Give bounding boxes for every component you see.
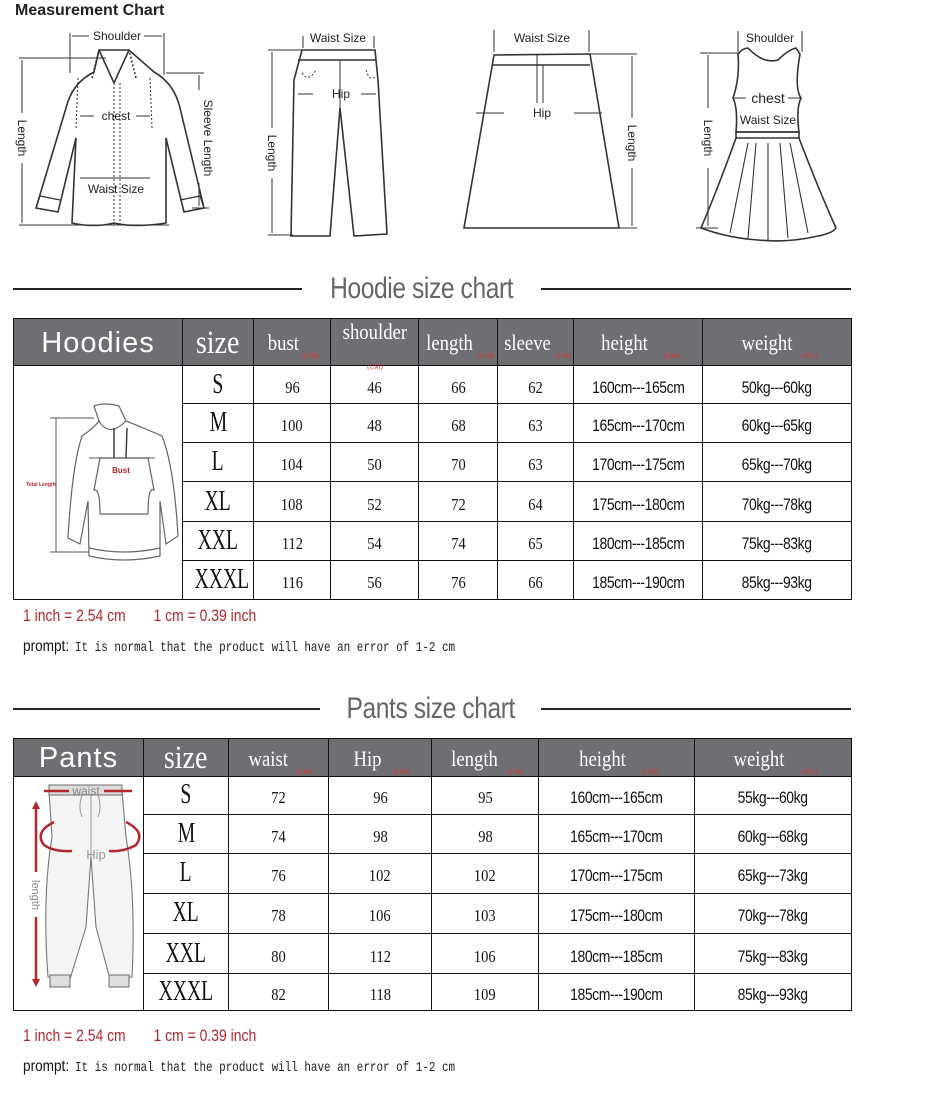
waist-label: waist xyxy=(72,784,100,798)
length-cell: 109 xyxy=(432,974,539,1011)
chest-label: chest xyxy=(101,109,131,123)
length-cell: 106 xyxy=(432,934,539,974)
hoodie-illustration xyxy=(14,366,183,600)
table-row xyxy=(14,366,852,404)
height-cell: 180cm---185cm xyxy=(574,521,703,561)
length-cell: 95 xyxy=(432,777,539,815)
shoulder-cell: 50 xyxy=(331,442,419,482)
weight-cell: 65kg---73kg xyxy=(695,853,852,893)
waist-size-label: Waist Size xyxy=(309,31,367,45)
length-cell: 70 xyxy=(419,442,498,482)
unit-conversion-note xyxy=(23,1026,256,1046)
height-cell: 175cm---180cm xyxy=(574,482,703,522)
prompt-label: prompt: xyxy=(23,1058,70,1075)
divider xyxy=(13,288,302,290)
size-cell: L xyxy=(183,442,254,482)
chest-label: chest xyxy=(751,90,785,106)
weight-cell: 65kg---70kg xyxy=(703,442,852,482)
weight-cell: 85kg---93kg xyxy=(695,974,852,1011)
height-cell: 160cm---165cm xyxy=(574,366,703,404)
total-length-label: Total Length xyxy=(26,482,56,488)
column-header-height: height$_{(CM)}$ xyxy=(574,319,703,366)
hip-cell: 96 xyxy=(329,777,432,815)
hoodie-icon xyxy=(14,366,183,594)
size-cell: S xyxy=(183,366,254,404)
bust-cell: 100 xyxy=(254,404,331,442)
shoulder-label: Shoulder xyxy=(92,29,142,43)
hoodie-section-title xyxy=(13,272,851,306)
height-cell: 180cm---185cm xyxy=(539,934,695,974)
pants-size-table xyxy=(13,738,852,1011)
shoulder-label: Shoulder xyxy=(745,31,795,45)
unit-label: (CM) xyxy=(478,352,494,360)
unit-label: (CM) xyxy=(295,767,312,776)
shirt-icon xyxy=(14,28,224,228)
trousers-icon xyxy=(258,28,398,238)
column-header-length: length$_{(CM)}$ xyxy=(419,319,498,366)
brand-label: Hoodies xyxy=(14,319,183,366)
weight-cell: 70kg---78kg xyxy=(695,893,852,933)
column-header-size: size xyxy=(144,739,229,777)
weight-cell: 60kg---65kg xyxy=(703,404,852,442)
height-cell: 175cm---180cm xyxy=(539,893,695,933)
hip-cell: 98 xyxy=(329,814,432,853)
skirt-icon xyxy=(462,28,652,238)
cm-to-inch: 1 cm = 0.39 inch xyxy=(153,606,257,625)
hip-label: Hip xyxy=(532,106,552,120)
hip-label: Hip xyxy=(86,847,106,862)
error-prompt-note xyxy=(23,638,562,656)
bust-cell: 108 xyxy=(254,482,331,522)
weight-cell: 55kg---60kg xyxy=(695,777,852,815)
prompt-text: It is normal that the product will have an error of 1-2 cm xyxy=(75,1060,456,1076)
sleeve-cell: 63 xyxy=(498,404,574,442)
hoodie-section-title-text: Hoodie size chart xyxy=(329,272,513,305)
column-header-bust: bust$_{(CM)}$ xyxy=(254,319,331,366)
height-cell: 165cm---170cm xyxy=(539,814,695,853)
length-cell: 98 xyxy=(432,814,539,853)
sleeve-cell: 65 xyxy=(498,521,574,561)
sleeve-cell: 62 xyxy=(498,366,574,404)
table-header-row xyxy=(14,739,852,777)
height-cell: 170cm---175cm xyxy=(574,442,703,482)
inch-to-cm: 1 inch = 2.54 cm xyxy=(23,1026,126,1045)
column-header-waist: waist$_{(CM)}$ xyxy=(229,739,329,777)
dress-icon xyxy=(688,28,853,248)
column-header-weight: weight$_{(KG)}$ xyxy=(695,739,852,777)
length-label: Length xyxy=(625,124,639,162)
waist-cell: 72 xyxy=(229,777,329,815)
bust-cell: 96 xyxy=(254,366,331,404)
weight-cell: 50kg---60kg xyxy=(703,366,852,404)
length-label: Length xyxy=(15,119,29,157)
bust-cell: 104 xyxy=(254,442,331,482)
column-header-length: length$_{(CM)}$ xyxy=(432,739,539,777)
length-cell: 103 xyxy=(432,893,539,933)
size-cell: M xyxy=(144,814,229,853)
divider xyxy=(541,708,851,710)
height-cell: 160cm---165cm xyxy=(539,777,695,815)
waist-size-label: Waist Size xyxy=(739,113,797,127)
unit-label: (CM) xyxy=(663,352,680,360)
size-cell: XXXL xyxy=(144,974,229,1011)
hip-cell: 102 xyxy=(329,853,432,893)
unit-label: (CM) xyxy=(367,363,383,371)
sleeve-cell: 64 xyxy=(498,482,574,522)
shoulder-cell: 52 xyxy=(331,482,419,522)
hip-cell: 112 xyxy=(329,934,432,974)
prompt-text: It is normal that the product will have an error of 1-2 cm xyxy=(75,640,456,656)
bust-cell: 112 xyxy=(254,521,331,561)
column-header-shoulder: shoulder$_{(CM)}$ xyxy=(331,319,419,366)
unit-conversion-note xyxy=(23,606,256,626)
unit-label: (CM) xyxy=(393,767,410,776)
size-cell: XXL xyxy=(183,521,254,561)
shoulder-cell: 48 xyxy=(331,404,419,442)
pants-section-title xyxy=(13,692,851,726)
unit-label: (CM) xyxy=(507,767,524,776)
sleeve-length-label: Sleeve Length xyxy=(201,99,215,177)
table-row xyxy=(14,777,852,815)
waist-cell: 76 xyxy=(229,853,329,893)
bust-cell: 116 xyxy=(254,561,331,600)
height-cell: 185cm---190cm xyxy=(574,561,703,600)
unit-label: (CM) xyxy=(555,352,572,360)
hip-cell: 106 xyxy=(329,893,432,933)
length-label: Length xyxy=(701,119,715,157)
column-header-height: height$_{(CM)}$ xyxy=(539,739,695,777)
column-header-weight: weight$_{(KG)}$ xyxy=(703,319,852,366)
length-label: Length xyxy=(265,134,279,172)
shirt-diagram xyxy=(14,28,224,228)
skirt-diagram xyxy=(462,28,652,238)
weight-cell: 60kg---68kg xyxy=(695,814,852,853)
height-cell: 170cm---175cm xyxy=(539,853,695,893)
length-cell: 74 xyxy=(419,521,498,561)
length-label: length xyxy=(29,880,41,910)
bust-label: Bust xyxy=(112,466,130,475)
weight-cell: 75kg---83kg xyxy=(703,521,852,561)
table-header-row xyxy=(14,319,852,366)
length-cell: 72 xyxy=(419,482,498,522)
pants-illustration xyxy=(14,777,144,1011)
jogger-pants-icon xyxy=(14,777,144,1005)
prompt-label: prompt: xyxy=(23,638,70,655)
error-prompt-note xyxy=(23,1058,562,1076)
size-cell: M xyxy=(183,404,254,442)
unit-label: (CM) xyxy=(303,352,319,360)
size-cell: XL xyxy=(183,482,254,522)
size-cell: XXL xyxy=(144,934,229,974)
length-cell: 102 xyxy=(432,853,539,893)
waist-cell: 80 xyxy=(229,934,329,974)
waist-cell: 74 xyxy=(229,814,329,853)
hip-cell: 118 xyxy=(329,974,432,1011)
sleeve-cell: 63 xyxy=(498,442,574,482)
shoulder-cell: 46 xyxy=(331,366,419,404)
unit-label: (CM) xyxy=(642,767,658,776)
column-header-sleeve: sleeve$_{(CM)}$ xyxy=(498,319,574,366)
weight-cell: 85kg---93kg xyxy=(703,561,852,600)
waist-cell: 78 xyxy=(229,893,329,933)
sleeve-cell: 66 xyxy=(498,561,574,600)
unit-label: (KG) xyxy=(802,767,818,776)
weight-cell: 70kg---78kg xyxy=(703,482,852,522)
height-cell: 185cm---190cm xyxy=(539,974,695,1011)
unit-label: (KG) xyxy=(802,352,818,360)
shoulder-cell: 56 xyxy=(331,561,419,600)
size-cell: XL xyxy=(144,893,229,933)
pants-section-title-text: Pants size chart xyxy=(346,692,515,725)
divider xyxy=(541,288,851,290)
hoodie-size-table xyxy=(13,318,852,600)
inch-to-cm: 1 inch = 2.54 cm xyxy=(23,606,126,625)
waist-size-label: Waist Size xyxy=(513,31,571,45)
length-cell: 68 xyxy=(419,404,498,442)
waist-label: Waist Size xyxy=(87,182,145,196)
size-cell: S xyxy=(144,777,229,815)
size-cell: L xyxy=(144,853,229,893)
waist-cell: 82 xyxy=(229,974,329,1011)
cm-to-inch: 1 cm = 0.39 inch xyxy=(153,1026,257,1045)
length-cell: 66 xyxy=(419,366,498,404)
brand-label: Pants xyxy=(14,739,144,777)
measurement-chart-title: Measurement Chart xyxy=(15,2,165,19)
hip-label: Hip xyxy=(331,87,351,101)
dress-diagram xyxy=(688,28,853,248)
weight-cell: 75kg---83kg xyxy=(695,934,852,974)
column-header-size: size xyxy=(183,319,254,366)
divider xyxy=(13,708,320,710)
length-cell: 76 xyxy=(419,561,498,600)
shoulder-cell: 54 xyxy=(331,521,419,561)
trousers-diagram xyxy=(258,28,398,238)
column-header-hip: Hip$_{(CM)}$ xyxy=(329,739,432,777)
size-cell: XXXL xyxy=(183,561,254,600)
height-cell: 165cm---170cm xyxy=(574,404,703,442)
